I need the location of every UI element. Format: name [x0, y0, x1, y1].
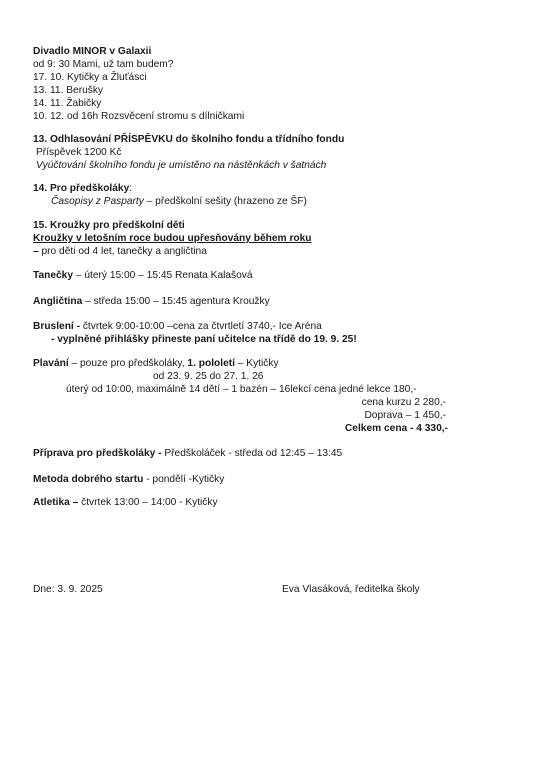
- minor-item: 13. 11. Berušky: [33, 85, 104, 96]
- section-13-note: Vyúčtování školního fondu je umístěno na nástěnkách v šatnách: [36, 160, 327, 171]
- section-14-magazine: Časopisy z Pasparty: [51, 196, 144, 207]
- section-14-rest: – předškolní sešity (hrazeno ze ŠF): [143, 196, 307, 207]
- brusleni-line: [33, 321, 322, 333]
- plavani-total: Celkem cena - 4 330,-: [344, 423, 448, 434]
- brusleni-text: čtvrtek 9:00-10:00 –cena za čtvrtletí 3740,- Ice Aréna: [79, 321, 322, 332]
- section-15-note: pro děti od 4 let, tanečky a angličtina: [38, 246, 207, 257]
- metoda-line: [33, 474, 224, 486]
- plavani-text1: – pouze pro předškoláky,: [68, 358, 188, 369]
- atletika-label: Atletika –: [33, 497, 79, 508]
- section-13-contribution: Příspěvek 1200 Kč: [36, 147, 122, 158]
- section-14-heading: [33, 183, 132, 195]
- section-15-title: 15. Kroužky pro předškolní děti: [33, 220, 185, 231]
- tanecky-text: – úterý 15:00 – 15:45 Renata Kalašová: [73, 270, 253, 281]
- anglictina-label: Angličtina: [33, 296, 83, 307]
- plavani-details: úterý od 10:00, maximálně 14 dětí – 1 bazén – 16lekcí cena jedné lekce 180,-: [66, 384, 417, 395]
- tanecky-line: [33, 270, 253, 282]
- footer-signature: Eva Vlasáková, ředitelka školy: [282, 584, 420, 595]
- metoda-text: - pondělí -Kytičky: [143, 474, 225, 485]
- tanecky-label: Tanečky: [33, 270, 74, 281]
- priprava-text: Předškoláček - středa od 12:45 – 13:45: [161, 448, 343, 459]
- section-14-title: 14. Pro předškoláky: [33, 183, 130, 194]
- plavani-text2: – Kytičky: [234, 358, 279, 369]
- plavani-line: [33, 358, 279, 370]
- section-15-dash: –: [33, 246, 39, 257]
- section-13-title: 13. Odhlasování PŘÍSPĚVKU do školního fondu a třídního fondu: [33, 134, 345, 145]
- priprava-label: Příprava pro předškoláky -: [33, 448, 162, 459]
- minor-item: 17. 10. Kytičky a Žluťásci: [33, 72, 147, 83]
- minor-item: od 9: 30 Mami, už tam budem?: [33, 59, 174, 70]
- minor-title: Divadlo MINOR v Galaxii: [33, 46, 152, 57]
- atletika-text: čtvrtek 13:00 – 14:00 - Kytičky: [78, 497, 218, 508]
- brusleni-label: Bruslení -: [33, 321, 80, 332]
- section-14-colon: :: [129, 183, 133, 194]
- brusleni-deadline: - vyplněné přihlášky přineste paní učitelce na třídě do 19. 9. 25!: [51, 334, 357, 345]
- plavani-dates: od 23. 9. 25 do 27. 1. 26: [153, 371, 264, 382]
- metoda-label: Metoda dobrého startu: [33, 474, 144, 485]
- plavani-label: Plavání: [33, 358, 69, 369]
- atletika-line: [33, 497, 218, 509]
- footer-date: Dne: 3. 9. 2025: [33, 584, 103, 595]
- priprava-line: [33, 448, 342, 460]
- section-15-note-line: [33, 246, 207, 258]
- anglictina-line: [33, 296, 270, 308]
- minor-item: 14. 11. Žabičky: [33, 98, 102, 109]
- minor-item: 10. 12. od 16h Rozsvěcení stromu s dílničkami: [33, 111, 245, 122]
- plavani-semester: 1. pololetí: [187, 358, 235, 369]
- plavani-course-price: cena kurzu 2 280,-: [361, 397, 446, 408]
- anglictina-text: – středa 15:00 – 15:45 agentura Kroužky: [82, 296, 270, 307]
- plavani-transport: Doprava – 1 450,-: [364, 410, 446, 421]
- section-14-line: [51, 196, 307, 208]
- section-15-subtitle: Kroužky v letošním roce budou upřesňovány během roku: [33, 233, 312, 244]
